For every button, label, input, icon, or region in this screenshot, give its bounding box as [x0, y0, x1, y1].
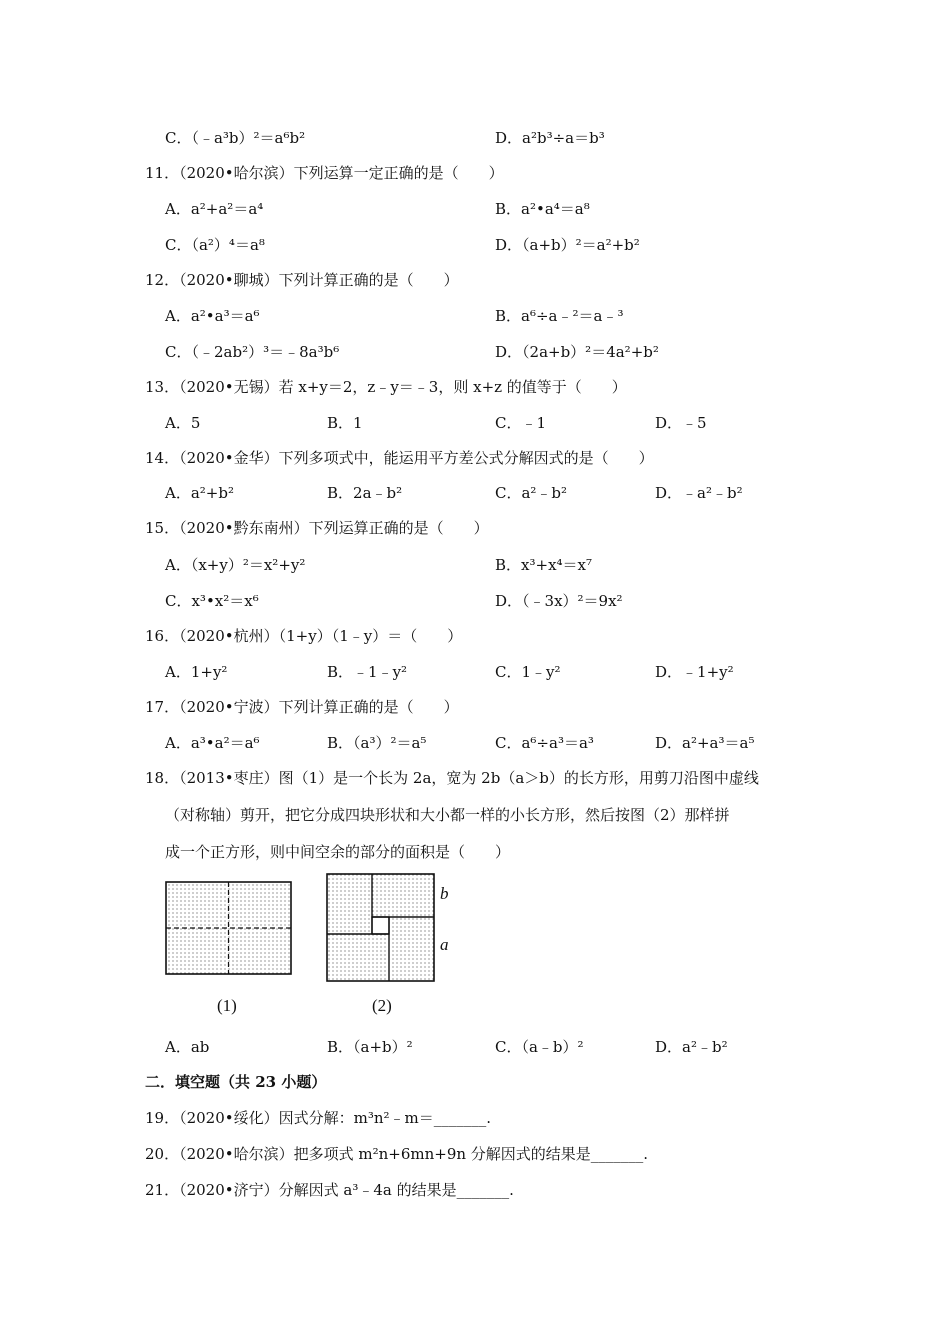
q13-option-d: D．﹣5: [655, 414, 707, 432]
q13-option-a: A．5: [165, 414, 201, 432]
q20-stem: 20．（2020•哈尔滨）把多项式 m²n+6mn+9n 分解因式的结果是_______.: [145, 1145, 649, 1163]
q13-option-b: B．1: [327, 414, 363, 432]
q15-option-c: C．x³•x²＝x⁶: [165, 592, 259, 610]
q11-option-d: D．（a+b）²＝a²+b²: [495, 236, 640, 254]
q17-option-a: A．a³•a²＝a⁶: [165, 734, 260, 752]
q18-figure-2-caption: (2): [372, 996, 392, 1015]
q17-option-c: C．a⁶÷a³＝a³: [495, 734, 594, 752]
q11-stem: 11．（2020•哈尔滨）下列运算一定正确的是（ ）: [145, 164, 504, 182]
q12-option-d: D．（2a+b）²＝4a²+b²: [495, 343, 659, 361]
q18-stem-line-1: 18．（2013•枣庄）图（1）是一个长为 2a，宽为 2b（a＞b）的长方形，用剪刀沿图中虚线: [145, 769, 759, 787]
q16-option-a: A．1+y²: [165, 663, 228, 681]
q16-stem: 16．（2020•杭州）（1+y）（1﹣y）＝（ ）: [145, 627, 463, 645]
q17-stem: 17．（2020•宁波）下列计算正确的是（ ）: [145, 698, 459, 716]
q18-option-a: A．ab: [165, 1038, 210, 1056]
q13-option-c: C．﹣1: [495, 414, 547, 432]
q15-option-d: D．（﹣3x）²＝9x²: [495, 592, 623, 610]
q12-stem: 12．（2020•聊城）下列计算正确的是（ ）: [145, 271, 459, 289]
q18-figure-2-label-a: a: [440, 935, 449, 954]
q21-stem: 21．（2020•济宁）分解因式 a³﹣4a 的结果是_______.: [145, 1181, 514, 1199]
q14-option-a: A．a²+b²: [165, 484, 234, 502]
q14-option-c: C．a²﹣b²: [495, 484, 568, 502]
q16-option-c: C．1﹣y²: [495, 663, 561, 681]
q18-stem-line-2: （对称轴）剪开，把它分成四块形状和大小都一样的小长方形，然后按图（2）那样拼: [165, 806, 730, 824]
q10-option-d: D．a²b³÷a＝b³: [495, 129, 605, 147]
q17-option-d: D．a²+a³＝a⁵: [655, 734, 755, 752]
q11-option-b: B．a²•a⁴＝a⁸: [495, 200, 590, 218]
section-2-title: 二．填空题（共 23 小题）: [145, 1073, 327, 1091]
q11-option-a: A．a²+a²＝a⁴: [165, 200, 264, 218]
q16-option-d: D．﹣1+y²: [655, 663, 734, 681]
q18-figure-1-caption: (1): [217, 996, 237, 1015]
q18-option-c: C．（a﹣b）²: [495, 1038, 584, 1056]
q15-stem: 15．（2020•黔东南州）下列运算正确的是（ ）: [145, 519, 489, 537]
q18-stem-line-3: 成一个正方形，则中间空余的部分的面积是（ ）: [165, 843, 511, 861]
q14-option-d: D．﹣a²﹣b²: [655, 484, 743, 502]
q17-option-b: B．（a³）²＝a⁵: [327, 734, 427, 752]
q19-stem: 19．（2020•绥化）因式分解：m³n²﹣m＝_______.: [145, 1109, 492, 1127]
q12-option-c: C．（﹣2ab²）³＝﹣8a³b⁶: [165, 343, 340, 361]
q18-figure-1: [160, 876, 300, 982]
q12-option-a: A．a²•a³＝a⁶: [165, 307, 260, 325]
q11-option-c: C．（a²）⁴＝a⁸: [165, 236, 265, 254]
q14-stem: 14．（2020•金华）下列多项式中，能运用平方差公式分解因式的是（ ）: [145, 449, 654, 467]
q18-figure-2-label-b: b: [440, 884, 449, 903]
q10-option-c: C．（﹣a³b）²＝a⁶b²: [165, 129, 306, 147]
q12-option-b: B．a⁶÷a﹣²＝a﹣³: [495, 307, 624, 325]
q18-option-d: D．a²﹣b²: [655, 1038, 728, 1056]
q18-option-b: B．（a+b）²: [327, 1038, 413, 1056]
q14-option-b: B．2a﹣b²: [327, 484, 403, 502]
q16-option-b: B．﹣1﹣y²: [327, 663, 408, 681]
q15-option-a: A．（x+y）²＝x²+y²: [165, 556, 306, 574]
q15-option-b: B．x³+x⁴＝x⁷: [495, 556, 593, 574]
q13-stem: 13．（2020•无锡）若 x+y＝2，z﹣y＝﹣3，则 x+z 的值等于（ ）: [145, 378, 627, 396]
q18-figure-2: [320, 866, 445, 986]
